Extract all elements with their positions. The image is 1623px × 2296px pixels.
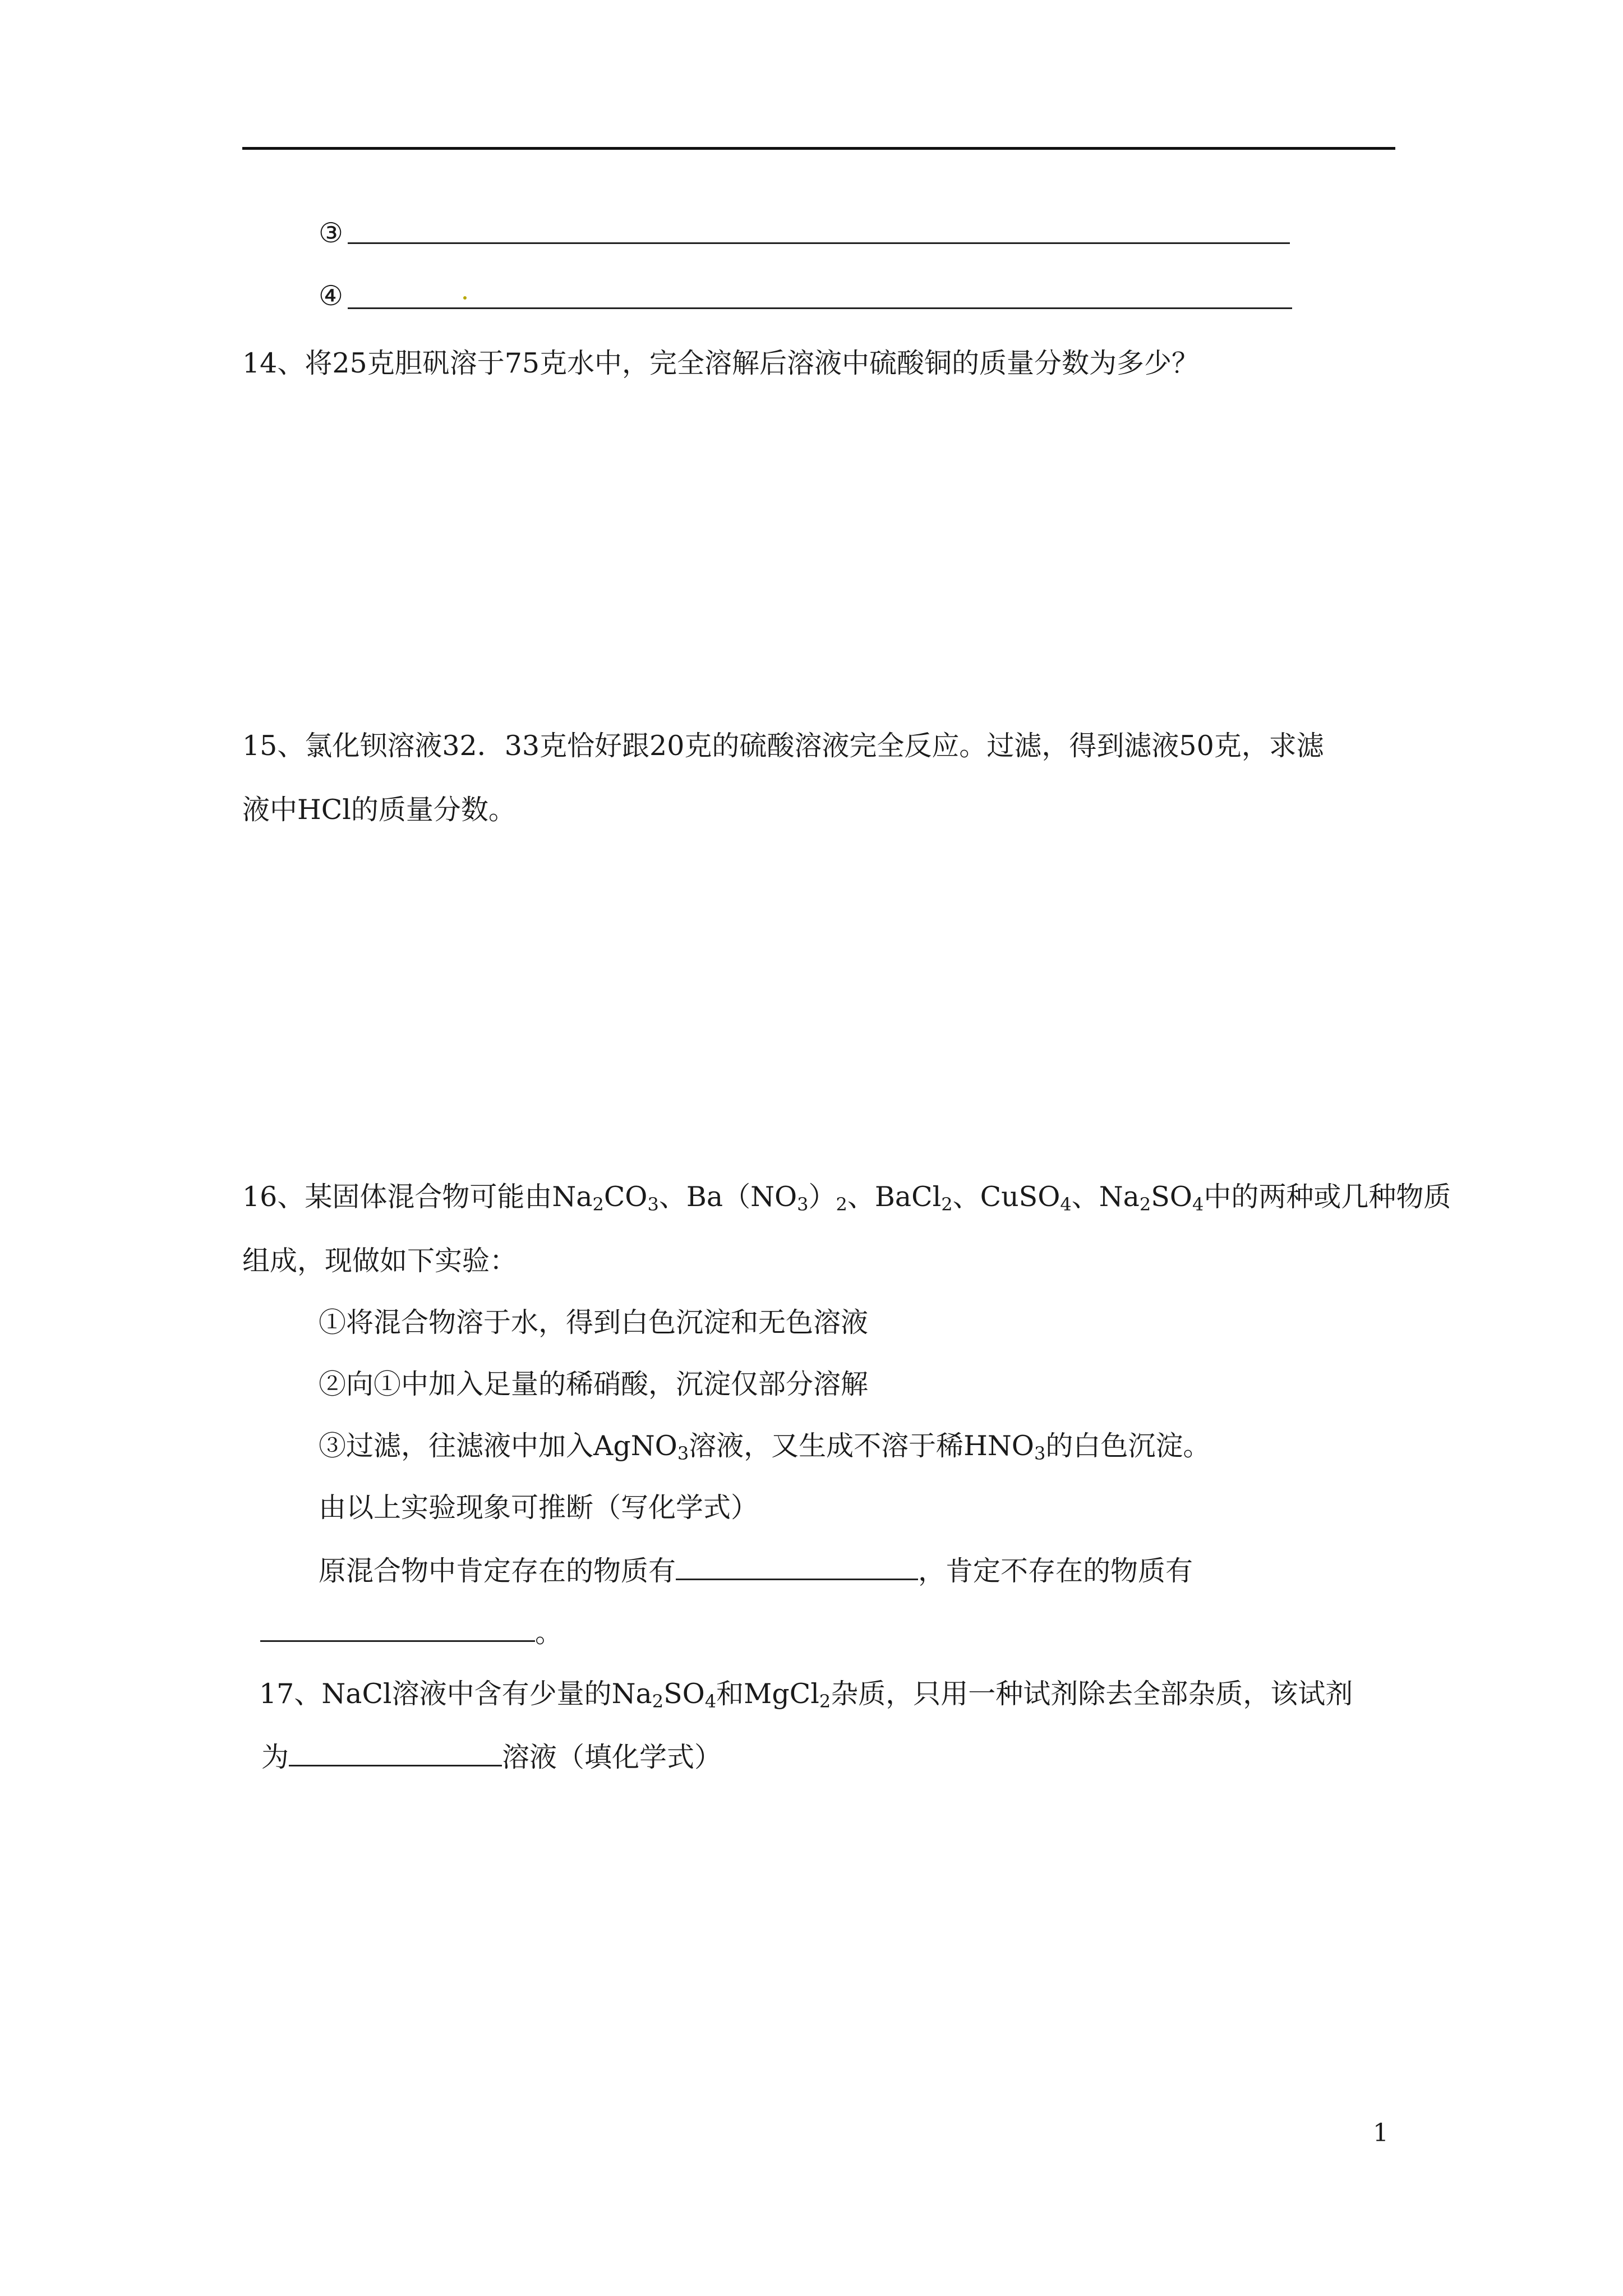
question-15-line-1: [242, 729, 1324, 763]
subscript: 4: [1060, 1194, 1072, 1215]
q17-text: 为: [261, 1741, 289, 1773]
subscript: 4: [1192, 1194, 1204, 1215]
subscript: 2: [652, 1691, 664, 1712]
question-17-line-1: [259, 1677, 1353, 1711]
item-4-marker: [319, 279, 343, 313]
q17-text: 溶液（填化学式）: [502, 1741, 722, 1773]
q17-text: 杂质，只用一种试剂除去全部杂质，该试剂: [831, 1678, 1353, 1710]
question-15-text-2: 液中HCl的质量分数。: [242, 794, 516, 826]
q16-step-1-text: ①将混合物溶于水，得到白色沉淀和无色溶液: [319, 1306, 869, 1338]
question-16-step-2: [319, 1368, 868, 1401]
q16-text: ）: [808, 1181, 836, 1213]
answer-blank-reagent[interactable]: [289, 1740, 502, 1766]
item-4-answer-line: [348, 307, 1292, 309]
q16-text: 组成，现做如下实验：: [242, 1245, 518, 1277]
subscript: 4: [704, 1691, 717, 1712]
subscript: 3: [677, 1443, 689, 1464]
question-16-exist-line: [319, 1554, 1193, 1588]
question-16-step-1: [319, 1306, 868, 1340]
q16-infer-text: 由以上实验现象可推断（写化学式）: [319, 1492, 759, 1524]
q16-text: 溶液，又生成不溶于稀HNO: [689, 1430, 1034, 1462]
q16-text: 中的两种或几种物质: [1204, 1181, 1451, 1213]
subscript: 3: [1034, 1443, 1046, 1464]
q16-text: SO: [1151, 1181, 1192, 1213]
subscript: 2: [836, 1194, 847, 1215]
q16-text: 的白色沉淀。: [1045, 1430, 1211, 1462]
answer-blank-absent[interactable]: [260, 1616, 535, 1642]
q16-text: CO: [603, 1181, 648, 1213]
subscript: 3: [647, 1194, 659, 1215]
q16-text: 、BaCl: [847, 1181, 942, 1213]
q17-text: 17、NaCl溶液中含有少量的Na: [259, 1678, 652, 1710]
question-16-line-1: [242, 1180, 1451, 1214]
subscript: 2: [819, 1691, 831, 1712]
q16-text: 。: [535, 1617, 563, 1649]
question-14: [242, 347, 1199, 380]
q16-text: 、Na: [1071, 1181, 1140, 1213]
item-4-label: ④: [319, 280, 343, 312]
question-17-line-2: [261, 1740, 722, 1774]
q17-text: SO: [663, 1678, 705, 1710]
subscript: 2: [941, 1194, 953, 1215]
q16-text: 、Ba（NO: [658, 1181, 797, 1213]
q16-text: 16、某固体混合物可能由Na: [242, 1181, 593, 1213]
question-14-text: 14、将25克胆矾溶于75克水中，完全溶解后溶液中硫酸铜的质量分数为多少？: [242, 347, 1200, 379]
page-number: 1: [1373, 2119, 1389, 2147]
item-3-marker: [319, 217, 343, 250]
q16-text: ③过滤，往滤液中加入AgNO: [319, 1430, 677, 1462]
subscript: 2: [1139, 1194, 1151, 1215]
subscript: 2: [592, 1194, 604, 1215]
question-16-step-3: [319, 1429, 1210, 1463]
item-3-label: ③: [319, 217, 343, 249]
question-16-absent-line: [260, 1616, 562, 1650]
q16-text: 、CuSO: [952, 1181, 1061, 1213]
subscript: 3: [797, 1194, 809, 1215]
q16-step-2-text: ②向①中加入足量的稀硝酸，沉淀仅部分溶解: [319, 1368, 869, 1400]
header-rule: [242, 147, 1395, 150]
question-16-infer: [319, 1491, 758, 1525]
stray-mark: [463, 296, 467, 300]
question-15-text-1: 15、氯化钡溶液32．33克恰好跟20克的硫酸溶液完全反应。过滤，得到滤液50克，求滤: [242, 730, 1324, 762]
question-15-line-2: [242, 793, 516, 827]
answer-blank-present[interactable]: [676, 1554, 918, 1580]
question-16-line-2: [242, 1244, 517, 1278]
q16-text: 原混合物中肯定存在的物质有: [319, 1555, 676, 1587]
q16-text: ，肯定不存在的物质有: [918, 1555, 1193, 1587]
item-3-answer-line: [348, 242, 1290, 244]
q17-text: 和MgCl: [716, 1678, 819, 1710]
